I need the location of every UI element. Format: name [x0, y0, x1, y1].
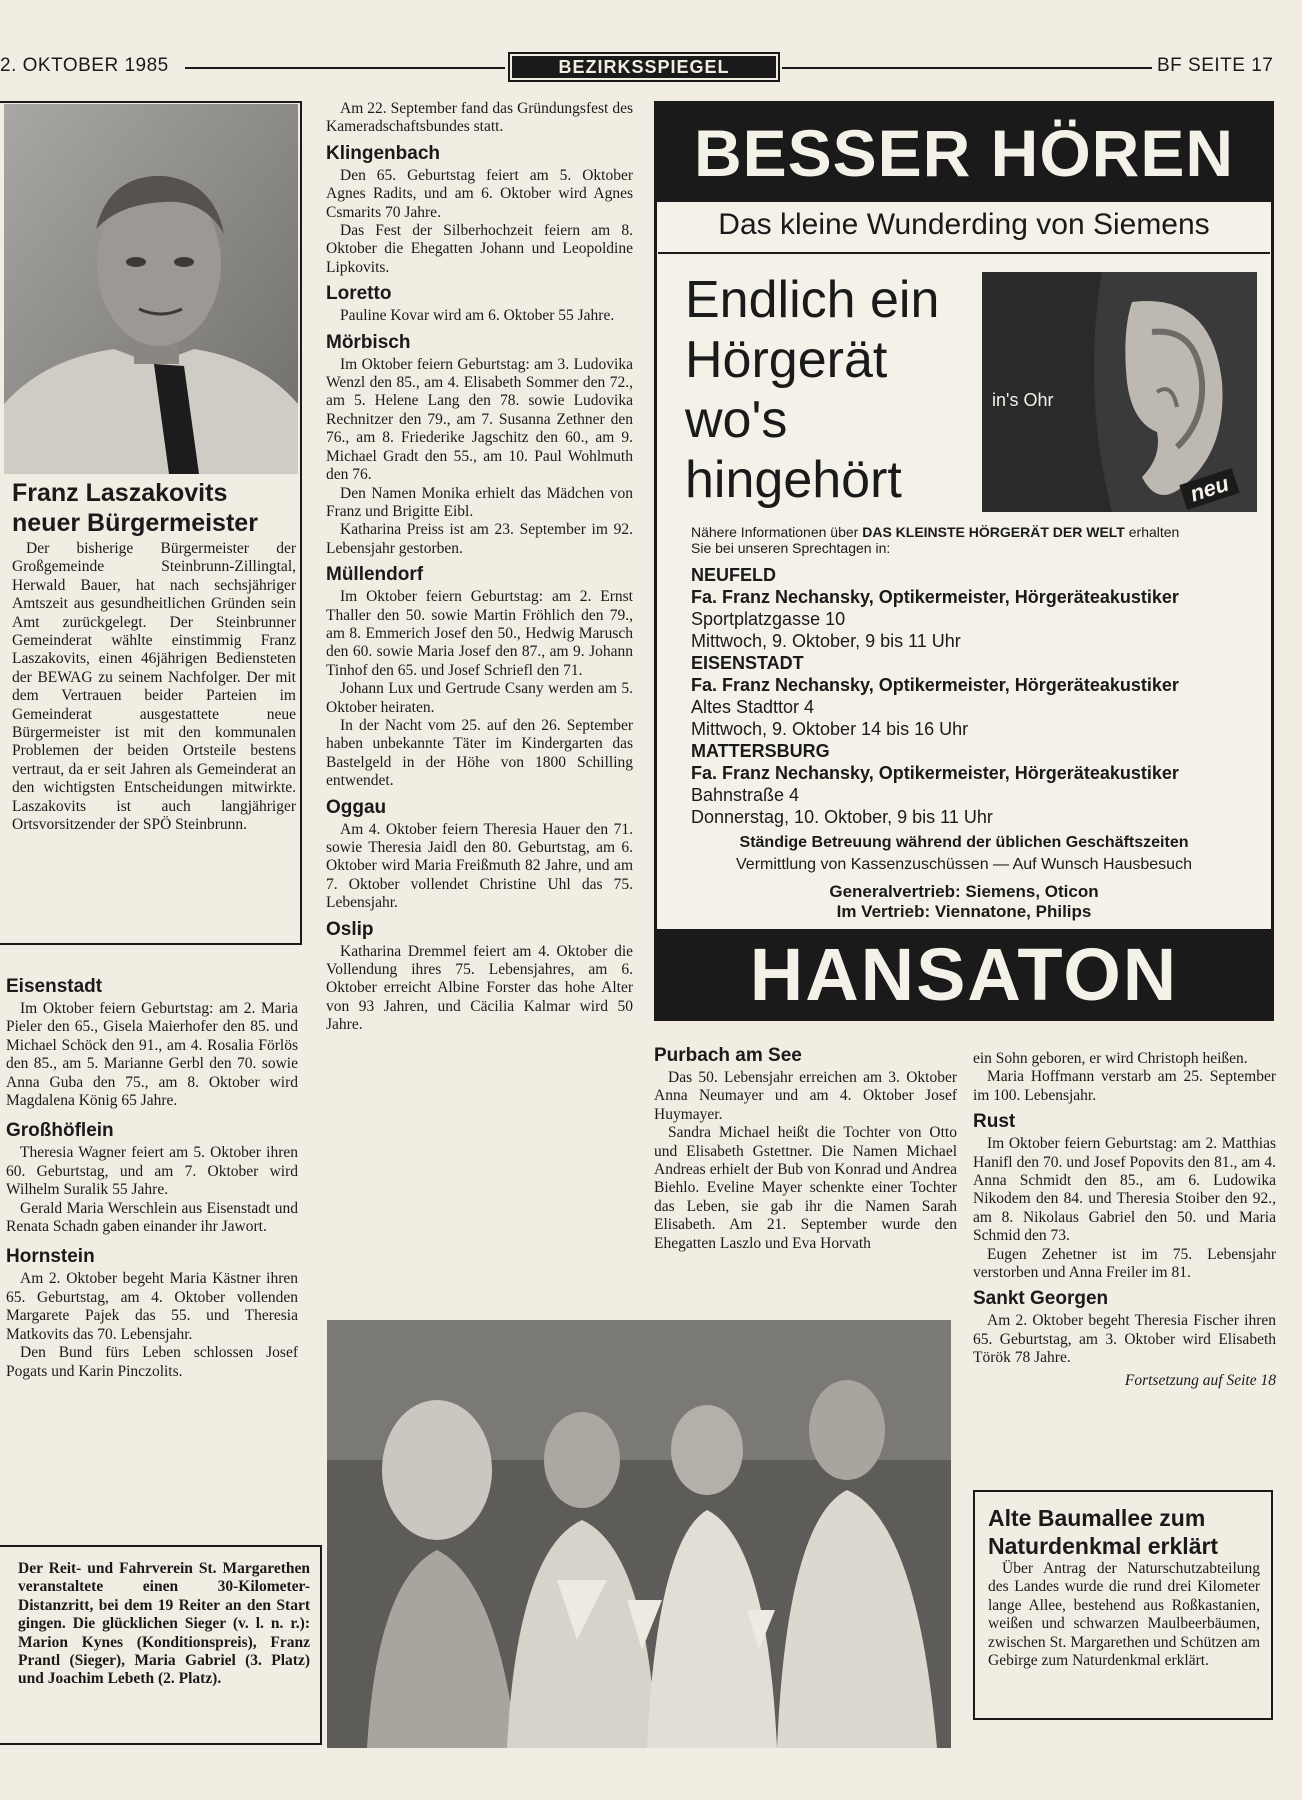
caption-text: Der Reit- und Fahrverein St. Margarethen veranstaltete einen 30-Kilometer-Distanzritt, bei dem 19 Reiter an den Start gingen. Die glücklichen Sieger (v. l. n. r.): Marion Kynes (Konditionspreis), Franz Prantl (Sieger), Maria Gabriel (3. Platz) und Joachim Lebeth (2. Platz). — [18, 1560, 310, 1688]
ad-slogan-1: Endlich ein — [685, 271, 940, 329]
header-section: BEZIRKSSPIEGEL — [512, 56, 776, 78]
ad-dist-2: Im Vertrieb: Viennatone, Philips — [836, 902, 1092, 921]
ad-brand: HANSATON — [657, 929, 1271, 1021]
header-section-box — [508, 52, 780, 82]
ad-divider — [658, 252, 1270, 254]
purbach-column — [654, 1045, 957, 1295]
section-purbach — [654, 1069, 957, 1253]
section-loretto — [326, 307, 633, 325]
heading-oslip: Oslip — [326, 918, 374, 940]
heading-hornstein: Hornstein — [6, 1246, 95, 1268]
section-hornstein — [6, 1270, 298, 1380]
ad-loc1-city: NEUFELD — [691, 565, 776, 585]
klingenbach-para-1: Den 65. Geburtstag feiert am 5. Oktober Agnes Radits, und am 6. Oktober wird Agnes Csmarits 70 Jahre. — [326, 166, 633, 221]
grosshoeflein-para-1: Theresia Wagner feiert am 5. Oktober ihren 60. Geburtstag, und am 7. Oktober wird Wilhelm Suralik 55 Jahre. — [6, 1144, 298, 1199]
lead-headline-line-2: neuer Bürgermeister — [12, 509, 258, 537]
naturdenkmal-article — [988, 1504, 1260, 1716]
lead-headline — [12, 478, 296, 538]
header-rule-left — [185, 67, 505, 69]
heading-grosshoeflein: Großhöflein — [6, 1120, 114, 1142]
georgen-para-1: Am 2. Oktober begeht Theresia Fischer ihren 65. Geburtstag, am 3. Oktober wird Elisabeth Török 78 Jahre. — [973, 1312, 1276, 1367]
ad-slogan-4: hingehört — [685, 451, 902, 509]
ad-service: Ständige Betreuung während der üblichen Geschäftszeiten — [739, 834, 1189, 851]
left-column — [6, 970, 298, 1510]
loretto-para-1: Pauline Kovar wird am 6. Oktober 55 Jahre. — [340, 307, 615, 325]
portrait-image — [4, 104, 298, 474]
naturdenkmal-headline-2: Naturdenkmal erklärt — [988, 1533, 1219, 1559]
caption — [18, 1560, 310, 1740]
ad-info-line-1 — [691, 524, 1179, 540]
eisenstadt-para-1: Im Oktober feiern Geburtstag: am 2. Maria Pieler den 65., Gisela Maierhofer den 85. und Michael Schöck den 91., am 4. Rosalia Förlös den 85., am 5. Marianne Gerbl den 70. sowie Anna Guba den 75., am 8. Oktober wird Magdalena König 65 Jahre. — [6, 1000, 298, 1110]
ad-info-2: erhalten — [1128, 524, 1180, 540]
right-column — [973, 1050, 1276, 1470]
moerbisch-para-3: Katharina Preiss ist am 23. September im 92. Lebensjahr gestorben. — [326, 521, 633, 557]
mid-intro-wrap — [326, 100, 633, 137]
lead-body: Der bisherige Bürgermeister der Großgemeinde Steinbrunn-Zillingtal, Herwald Bauer, hat nach sechsjähriger Amtszeit aus gesundheitlichen Gründen sein Amt zurückgelegt. Der Steinbrunner Gemeinderat wählte einstimmig Franz Laszakovits, einen 46jährigen Bediensteten der BEWAG zu seinem Nachfolger. Der mit dem Vertrauen beider Parteien im Gemeinderat ausgestattete neue Bürgermeister ist mit den kommunalen Problemen der beiden Ortsteile bestens vertraut, da er seit Jahren als Gemeinderat an den wichtigsten Entscheidungen mitwirkte. Laszakovits ist auch langjähriger Ortsvorsitzender der SPÖ Steinbrunn. — [12, 540, 296, 834]
heading-muellendorf: Müllendorf — [326, 564, 424, 586]
hornstein-para-1: Am 2. Oktober begeht Maria Kästner ihren 65. Geburtstag, am 4. Oktober vollenden Margarete Pajek das 55. und Theresia Matkovits das 70. Lebensjahr. — [6, 1270, 298, 1343]
hornstein-para-2: Den Bund fürs Leben schlossen Josef Pogats und Karin Pinczolits. — [6, 1344, 298, 1380]
purbach-cont: ein Sohn geboren, er wird Christoph heißen. — [973, 1050, 1248, 1067]
oslip-para-1: Katharina Dremmel feiert am 4. Oktober die Vollendung ihres 75. Lebensjahres, am 6. Oktober erreicht Albine Forster das hohe Alter von 93 Jahren, und Cäcilia Kalmar wird 50 Jahre. — [326, 942, 633, 1034]
muellendorf-para-1: Im Oktober feiern Geburtstag: am 2. Ernst Thaller den 50. sowie Martin Fröhlich den 79., am 8. Emmerich Josef den 50., Hedwig Marusch den 60. sowie Maria Josef den 87., am 9. Johann Tinhof den 65. und Josef Schriefl den 71. — [326, 588, 633, 679]
portrait-photo — [4, 104, 298, 474]
ad-loc2-city: EISENSTADT — [691, 653, 804, 673]
moerbisch-para-1: Im Oktober feiern Geburtstag: am 3. Ludovika Wenzl den 85., am 4. Elisabeth Sommer den 72., am 5. Helene Lang den 78. sowie Ludovika Rechnitzer den 79., am 7. Susanna Zethner den 76., am 8. Friederike Jagschitz den 60., am 9. Michael Gradt den 55., am 10. Paul Wohlmuth den 76. — [326, 355, 633, 484]
heading-loretto: Loretto — [326, 283, 392, 305]
ad-loc2-firm: Fa. Franz Nechansky, Optikermeister, Hörgeräteakustiker — [691, 675, 1179, 695]
purbach-para-2: Sandra Michael heißt die Tochter von Otto und Elisabeth Gstettner. Die Namen Michael Andreas erhielt der Bub von Konrad und Andrea Biehlo. Eveline Mayer schenkte einer Tochter das Leben, sie gab ihr die Namen Sarah Elisabeth. Am 21. September wurde den Ehegatten Laszlo und Eva Horvath — [654, 1124, 957, 1252]
ad-loc2-addr: Altes Stadttor 4 — [691, 697, 815, 717]
section-muellendorf — [326, 588, 633, 790]
rust-para-1: Im Oktober feiern Geburtstag: am 2. Matthias Hanifl den 70. und Josef Popovits den 81., am 4. Anna Schmidt den 85., am 6. Ludowika Nikodem den 84. und Theresia Stoiber den 92., am 8. Nikolaus Gabriel den 50. und Maria Schmid den 73. — [973, 1135, 1276, 1245]
section-oggau — [326, 821, 633, 913]
ad-title: BESSER HÖREN — [657, 104, 1271, 202]
riders-image — [327, 1320, 951, 1748]
naturdenkmal-headline-1: Alte Baumallee zum — [988, 1505, 1206, 1531]
muellendorf-para-3: In der Nacht vom 25. auf den 26. September haben unbekannte Täter im Kindergarten das Bastelgeld in der Höhe von 1800 Schilling entwendet. — [326, 716, 633, 790]
header-page: BF SEITE 17 — [1157, 55, 1274, 76]
oggau-para-1: Am 4. Oktober feiern Theresia Hauer den 71. sowie Theresia Jaidl den 80. Geburtstag, am 6. Oktober wird Maria Freißmuth 82 Jahre, und am 7. Oktober vollendet Christine Uhl das 75. Lebensjahr. — [326, 820, 633, 912]
ad-loc3-addr: Bahnstraße 4 — [691, 785, 800, 805]
header-rule-right — [782, 67, 1152, 69]
hoffmann-para: Maria Hoffmann verstarb am 25. September im 100. Lebensjahr. — [973, 1068, 1276, 1104]
ad-loc1-firm: Fa. Franz Nechansky, Optikermeister, Hörgeräteakustiker — [691, 587, 1179, 607]
section-grosshoeflein — [6, 1144, 298, 1236]
naturdenkmal-body: Über Antrag der Naturschutzabteilung des Landes wurde die rund drei Kilometer lange Allee, bestehend aus Roßkastanien, weißen und schwarzen Maulbeerbäumen, zwischen St. Margarethen und Schützen am Gebirge zum Naturdenkmal erklärt. — [988, 1560, 1260, 1670]
ad-slogan-3: wo's — [685, 391, 788, 449]
ad-dist-1: Generalvertrieb: Siemens, Oticon — [829, 882, 1099, 901]
ad-loc3-time: Donnerstag, 10. Oktober, 9 bis 11 Uhr — [691, 807, 993, 827]
purbach-para-1: Das 50. Lebensjahr erreichen am 3. Oktober Anna Neumayer und am 4. Oktober Josef Huymayer. — [654, 1069, 957, 1123]
ad-loc1-time: Mittwoch, 9. Oktober, 9 bis 11 Uhr — [691, 631, 961, 651]
rust-para-2: Eugen Zehetner ist im 75. Lebensjahr verstorben und Anna Freiler im 81. — [973, 1245, 1276, 1282]
section-georgen — [973, 1312, 1276, 1367]
section-eisenstadt — [6, 1000, 298, 1110]
ad-slogan — [685, 270, 939, 510]
riders-photo — [327, 1320, 951, 1748]
naturdenkmal-headline — [988, 1504, 1260, 1560]
heading-moerbisch: Mörbisch — [326, 331, 411, 353]
section-moerbisch — [326, 356, 633, 558]
section-klingenbach — [326, 167, 633, 277]
heading-eisenstadt: Eisenstadt — [6, 976, 103, 997]
heading-rust: Rust — [973, 1111, 1016, 1133]
header-date: 2. OKTOBER 1985 — [0, 55, 169, 76]
ad-info-bold: DAS KLEINSTE HÖRGERÄT DER WELT — [862, 524, 1125, 540]
ad-subtitle: Das kleine Wunderding von Siemens — [718, 208, 1210, 241]
lead-body-wrap — [12, 540, 296, 835]
ear-label: in's Ohr — [992, 390, 1054, 410]
ad-service-2: Vermittlung von Kassenzuschüssen — Auf Wunsch Hausbesuch — [736, 856, 1192, 873]
ad-loc2-time: Mittwoch, 9. Oktober 14 bis 16 Uhr — [691, 719, 969, 739]
ad-loc3-city: MATTERSBURG — [691, 741, 830, 761]
ad-loc3-firm: Fa. Franz Nechansky, Optikermeister, Hörgeräteakustiker — [691, 763, 1179, 783]
klingenbach-para-2: Das Fest der Silberhochzeit feiern am 8. Oktober die Ehegatten Johann und Leopoldine Lipkovits. — [326, 222, 633, 276]
lead-headline-line-1: Franz Laszakovits — [12, 479, 228, 507]
continued-note: Fortsetzung auf Seite 18 — [1124, 1371, 1276, 1389]
moerbisch-para-2: Den Namen Monika erhielt das Mädchen von Franz und Brigitte Eibl. — [326, 484, 633, 520]
hearing-aid-ad — [654, 101, 1274, 1021]
ad-info-1: Nähere Informationen über — [691, 524, 859, 540]
grosshoeflein-para-2: Gerald Maria Werschlein aus Eisenstadt und Renata Schadn gaben einander ihr Jawort. — [6, 1199, 298, 1236]
heading-purbach: Purbach am See — [654, 1045, 802, 1066]
right-cont-wrap — [973, 1050, 1276, 1105]
section-rust — [973, 1135, 1276, 1282]
ad-badge: neu — [1179, 468, 1239, 510]
heading-klingenbach: Klingenbach — [326, 142, 441, 164]
naturdenkmal-body-wrap — [988, 1560, 1260, 1670]
muellendorf-para-2: Johann Lux und Gertrude Csany werden am 5. Oktober heiraten. — [326, 680, 633, 716]
ad-slogan-2: Hörgerät — [685, 331, 888, 389]
heading-georgen: Sankt Georgen — [973, 1288, 1109, 1310]
lead-article — [12, 478, 296, 943]
ad-info-3: Sie bei unseren Sprechtagen in: — [691, 540, 891, 556]
mid-intro: Am 22. September fand das Gründungsfest des Kameradschaftsbundes statt. — [326, 100, 633, 136]
section-oslip — [326, 943, 633, 1035]
ad-loc1-addr: Sportplatzgasse 10 — [691, 609, 846, 629]
heading-oggau: Oggau — [326, 796, 387, 818]
middle-column — [326, 100, 633, 1285]
